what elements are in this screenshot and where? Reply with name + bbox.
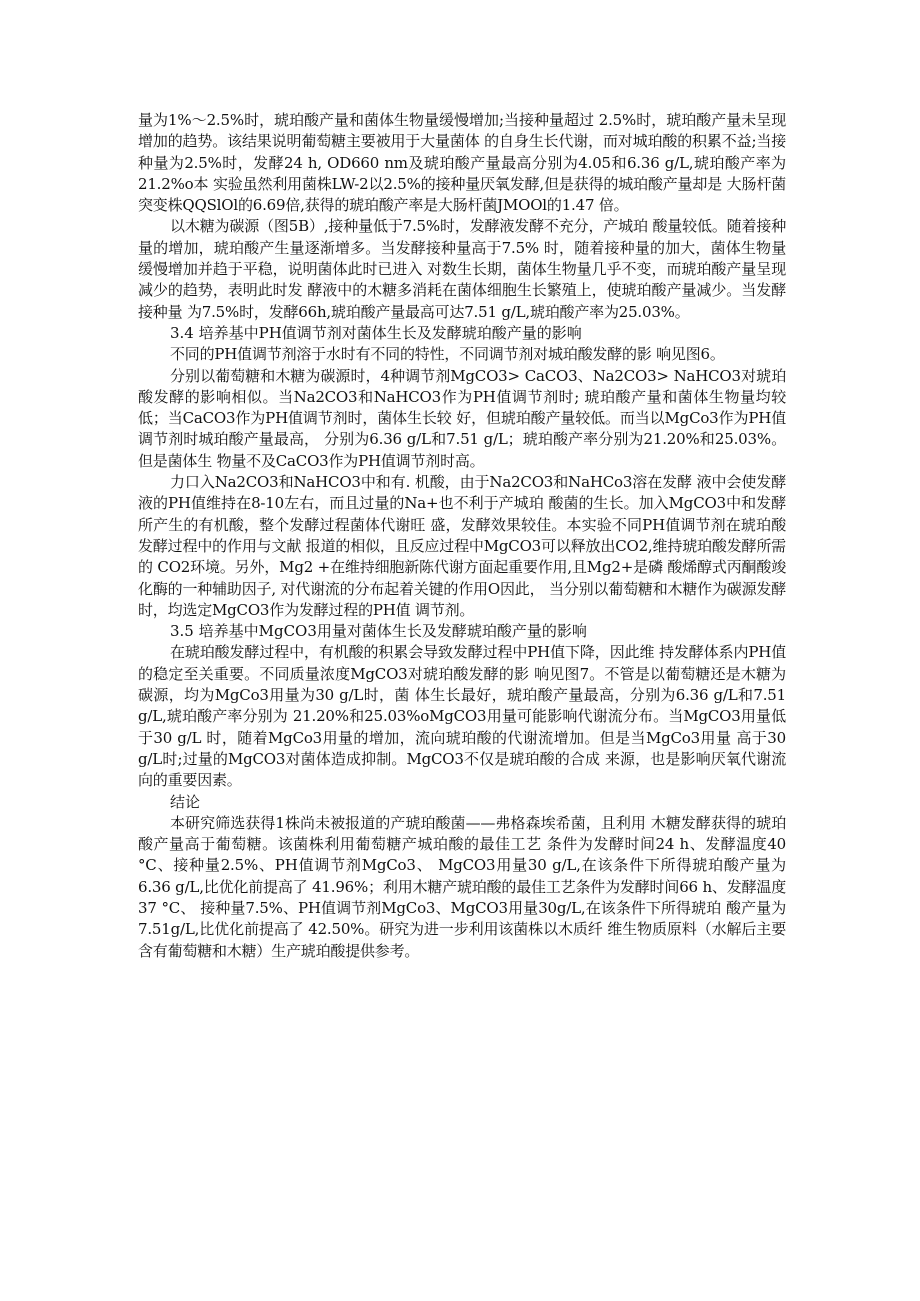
section-heading-conclusion: 结论 [170, 792, 201, 811]
document-body [138, 110, 786, 962]
paragraph-ph-regulator-comparison: 分别以葡萄糖和木糖为碳源时，4种调节剂MgCO3> CaCO3、Na2CO3> NaHCO3对琥珀酸发酵的影响相似。当Na2CO3和NaHCO3作为PH值调节剂时; 琥珀酸产量和菌体生物量均较低；当CaCO3作为PH值调节剂时，菌体生长较 好，但琥珀酸产量较低。而当以MgCo3作为PH值调节剂时城珀酸产量最高， 分别为6.36 g/L和7.51 g/L；琥珀酸产率分别为21.20%和25.03%。但是菌体生 物量不及CaCO3作为PH值调节剂时高。 [138, 366, 786, 470]
paragraph-ph-regulator-intro: 不同的PH值调节剂溶于水时有不同的特性，不同调节剂对城珀酸发酵的影 响见图6。 [170, 345, 725, 364]
paragraph-ph-regulator-mechanism: 力口入Na2CO3和NaHCO3中和有. 机酸，由于Na2CO3和NaHCo3溶在发酵 液中会使发酵液的PH值维持在8-10左右，而且过量的Na+也不利于产城珀 酸菌的生长。加入MgCO3中和发酵所产生的有机酸，整个发酵过程菌体代谢旺 盛，发酵效果较佳。本实验不同PH值调节剂在琥珀酸发酵过程中的作用与文献 报道的相似，且反应过程中MgCO3可以释放出CO2,维持琥珀酸发酵所需的 CO2环境。另外，Mg2 +在维持细胞新陈代谢方面起重要作用,且Mg2+是磷 酸烯醇式丙酮酸竣化酶的一种辅助因子, 对代谢流的分布起着关键的作用O因此， 当分别以葡萄糖和木糖作为碳源发酵时，均选定MgCO3作为发酵过程的PH值 调节剂。 [138, 473, 786, 619]
paragraph-inoculum-glucose: 量为1%～2.5%时，琥珀酸产量和菌体生物量缓慢增加;当接种量超过 2.5%时，琥珀酸产量未呈现增加的趋势。该结果说明葡萄糖主要被用于大量菌体 的自身生长代谢，而对城珀酸的积累不益;当接种量为2.5%时，发酵24 h, OD660 nm及琥珀酸产量最高分别为4.05和6.36 g/L,琥珀酸产率为21.2%o本 实验虽然利用菌株LW-2以2.5%的接种量厌氧发酵,但是获得的城珀酸产量却是 大肠杆菌突变株QQSlOl的6.69倍,获得的琥珀酸产率是大肠杆菌JMOOl的1.47 倍。 [138, 111, 786, 215]
section-heading-3-4: 3.4 培养基中PH值调节剂对菌体生长及发酵琥珀酸产量的影响 [170, 323, 582, 342]
paragraph-conclusion: 本研究筛选获得1株尚未被报道的产琥珀酸菌——弗格森埃希菌，且利用 木糖发酵获得的琥珀酸产量高于葡萄糖。该菌株利用葡萄糖产城珀酸的最佳工艺 条件为发酵时间24 h、发酵温度40 °C、接种量2.5%、PH值调节剂MgCo3、 MgCO3用量30 g/L,在该条件下所得琥珀酸产量为6.36 g/L,比优化前提高了 41.96%；利用木糖产琥珀酸的最佳工艺条件为发酵时间66 h、发酵温度37 °C、 接种量7.5%、PH值调节剂MgCo3、MgCO3用量30g/L,在该条件下所得琥珀 酸产量为7.51g/L,比优化前提高了 42.50%。研究为进一步利用该菌株以木质纤 维生物质原料（水解后主要含有葡萄糖和木糖）生产琥珀酸提供参考。 [138, 813, 786, 960]
paragraph-inoculum-xylose: 以木糖为碳源（图5B）,接种量低于7.5%时，发酵液发酵不充分，产城珀 酸量较低。随着接种量的增加，琥珀酸产生量逐渐增多。当发酵接种量高于7.5% 时，随着接种量的加大，菌体生物量缓慢增加并趋于平稳，说明菌体此时已进入 对数生长期，菌体生物量几乎不变，而琥珀酸产量呈现减少的趋势，表明此时发 酵液中的木糖多消耗在菌体细胞生长繁殖上，使琥珀酸产量减少。当发酵接种量 为7.5%时，发酵66h,琥珀酸产量最高可达7.51 g/L,琥珀酸产率为25.03%。 [138, 217, 786, 321]
paragraph-mgco3-dosage: 在琥珀酸发酵过程中，有机酸的积累会导致发酵过程中PH值下降，因此维 持发酵体系内PH值的稳定至关重要。不同质量浓度MgCO3对琥珀酸发酵的影 响见图7。不管是以葡萄糖还是木糖为碳源，均为MgCo3用量为30 g/L时，菌 体生长最好，琥珀酸产量最高，分别为6.36 g/L和7.51 g/L,琥珀酸产率分别为 21.20%和25.03%oMgCO3用量可能影响代谢流分布。当MgCO3用量低于30 g/L 时，随着MgCo3用量的增加，流向琥珀酸的代谢流增加。但是当MgCo3用量 高于30 g/L时;过量的MgCO3对菌体造成抑制。MgCO3不仅是琥珀酸的合成 来源，也是影响厌氧代谢流向的重要因素。 [138, 643, 786, 790]
section-heading-3-5: 3.5 培养基中MgCO3用量对菌体生长及发酵琥珀酸产量的影响 [170, 622, 587, 641]
